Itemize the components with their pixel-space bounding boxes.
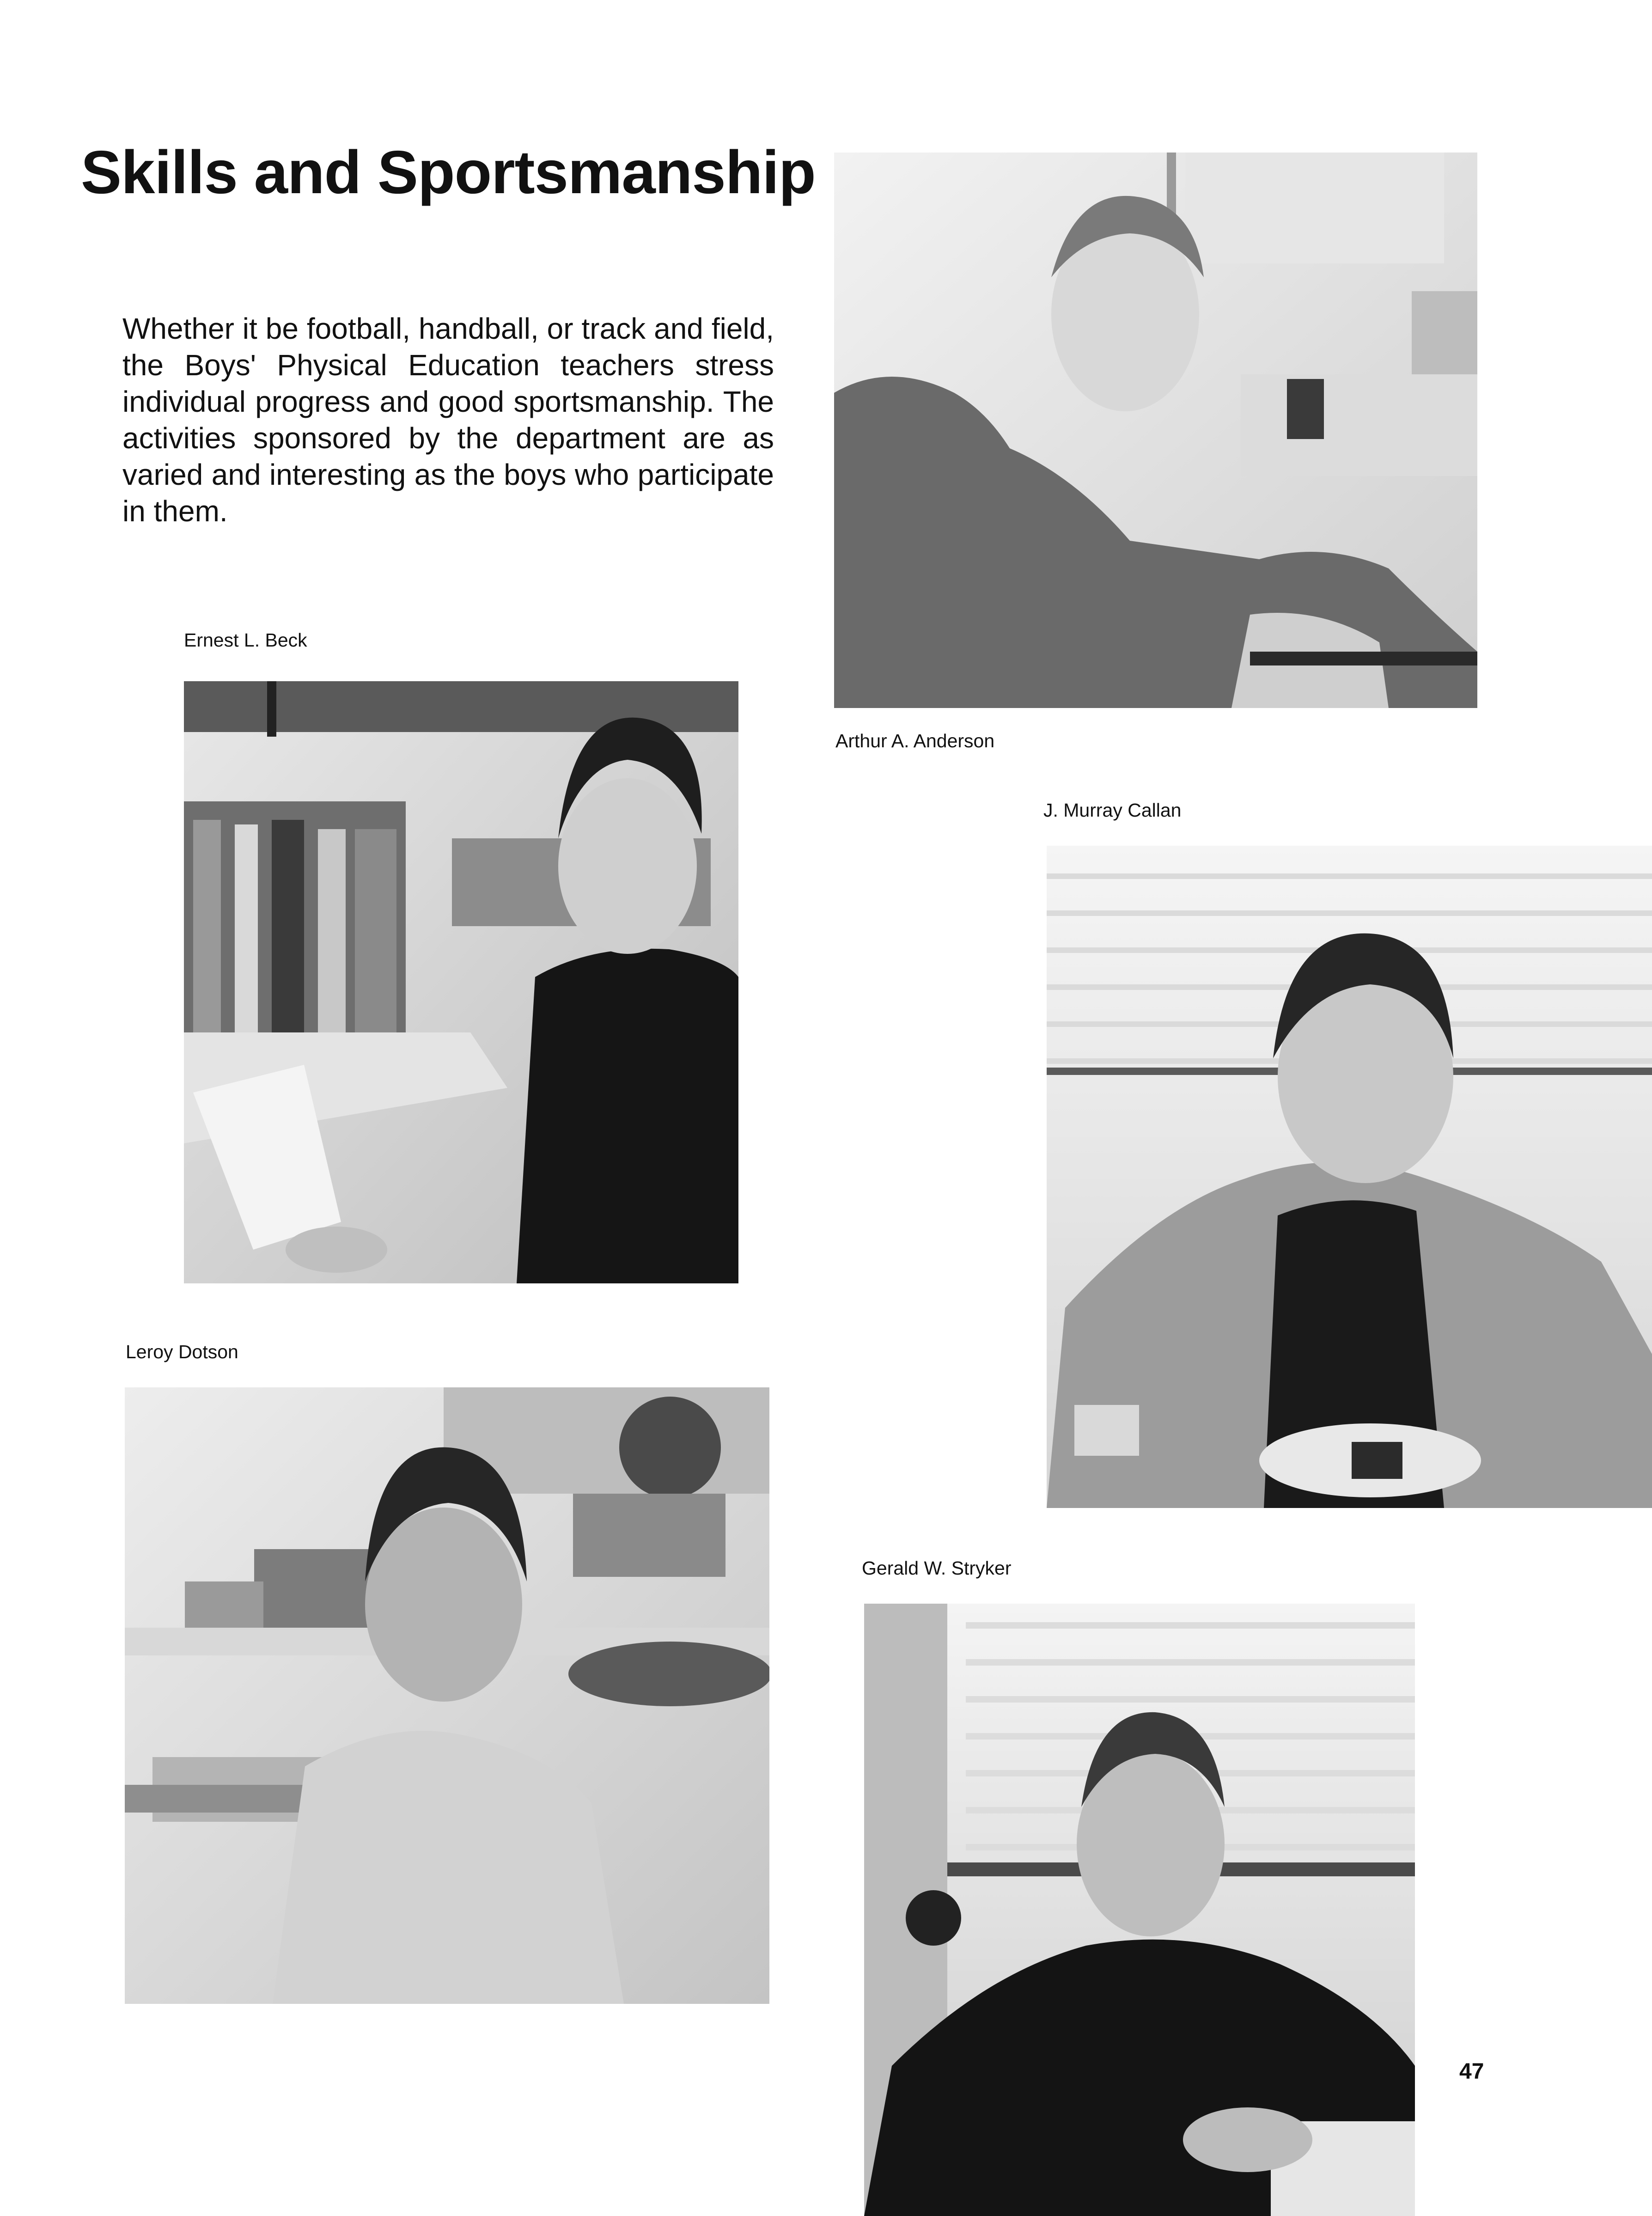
caption-ernest-beck: Ernest L. Beck	[184, 629, 307, 651]
portrait-photo-icon	[184, 681, 738, 1283]
photo-gerald-stryker	[864, 1604, 1415, 2216]
photo-arthur-anderson	[834, 153, 1477, 708]
portrait-photo-icon	[834, 153, 1477, 708]
page-title: Skills and Sportsmanship	[81, 138, 816, 206]
photo-ernest-beck	[184, 681, 738, 1283]
photo-leroy-dotson	[125, 1387, 769, 2004]
caption-leroy-dotson: Leroy Dotson	[126, 1341, 238, 1362]
page-number: 47	[1459, 2059, 1484, 2084]
portrait-photo-icon	[125, 1387, 769, 2004]
caption-arthur-anderson: Arthur A. Anderson	[835, 730, 995, 751]
caption-murray-callan: J. Murray Callan	[1043, 800, 1182, 821]
portrait-photo-icon	[864, 1604, 1415, 2216]
photo-murray-callan	[1047, 846, 1652, 1508]
caption-gerald-stryker: Gerald W. Stryker	[862, 1557, 1012, 1579]
intro-paragraph: Whether it be football, handball, or track and field, the Boys' Physical Education teachers stress individual progress and good sportsmanship. The activities sponsored by the department are as varied and interesting as the boys who participate in them.	[122, 312, 774, 528]
portrait-photo-icon	[1047, 846, 1652, 1508]
